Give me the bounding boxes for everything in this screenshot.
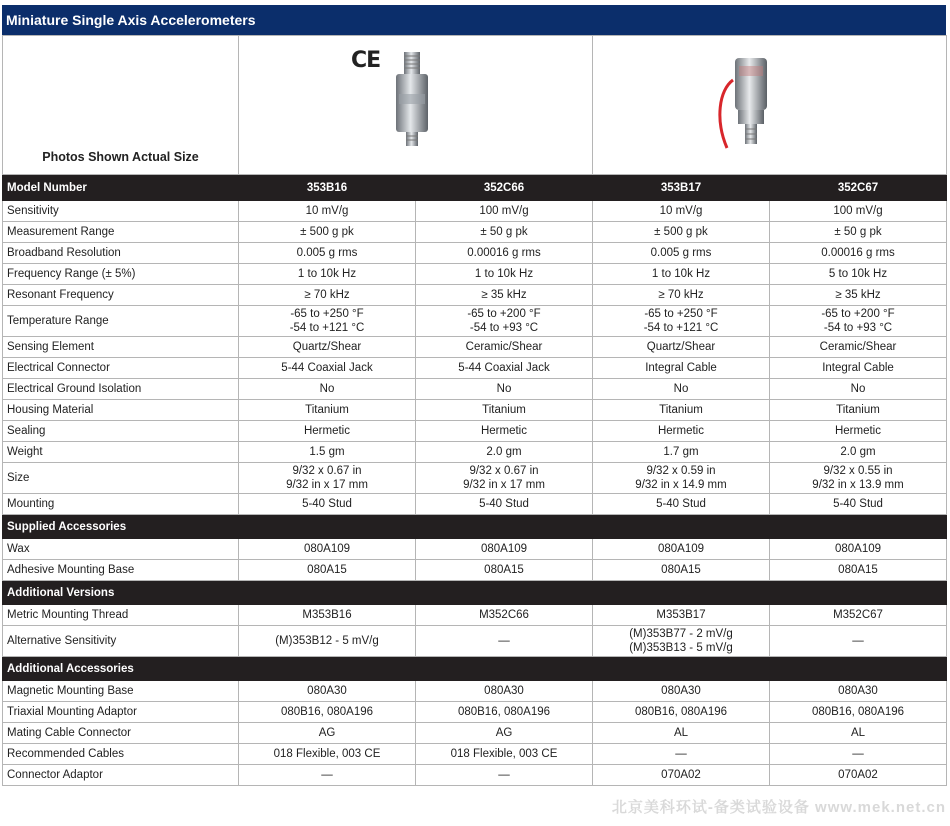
spec-value: No [593,379,770,400]
spec-value: 0.005 g rms [593,243,770,264]
spec-value [770,306,947,337]
spec-value: 10 mV/g [593,201,770,222]
spec-value: 070A02 [770,765,947,786]
spec-row-recommended-cables [3,744,947,765]
spec-value: Titanium [593,400,770,421]
spec-value-line: 9/32 x 0.59 in [646,465,716,477]
spec-value: Quartz/Shear [593,337,770,358]
spec-value-line: (M)353B12 - 5 mV/g [275,635,379,647]
spec-row-metric-mounting-thread [3,605,947,626]
spec-value [593,626,770,657]
spec-value: ≥ 35 kHz [416,285,593,306]
spec-value [416,306,593,337]
spec-value-line: 9/32 x 0.67 in [469,465,539,477]
spec-value: 080A15 [770,560,947,581]
spec-value-line: -54 to +121 °C [289,322,365,334]
spec-value: Quartz/Shear [239,337,416,358]
spec-row-triaxial-mounting-adaptor [3,702,947,723]
spec-value: 5-40 Stud [770,494,947,515]
spec-value: 080B16, 080A196 [416,702,593,723]
spec-value: AG [416,723,593,744]
photo-cell-353b17 [593,36,947,175]
spec-row-magnetic-mounting-base [3,681,947,702]
spec-row-electrical-ground-isolation [3,379,947,400]
spec-label: Frequency Range (± 5%) [3,264,239,285]
spec-value: 0.005 g rms [239,243,416,264]
spec-value [770,463,947,494]
spec-value: 1.7 gm [593,442,770,463]
spec-label: Adhesive Mounting Base [3,560,239,581]
spec-value: Titanium [239,400,416,421]
spec-value: 5-40 Stud [593,494,770,515]
spec-value: Ceramic/Shear [770,337,947,358]
sheet-title: Miniature Single Axis Accelerometers [2,5,946,35]
spec-value-line: 9/32 in x 14.9 mm [635,479,727,491]
spec-value: ≥ 35 kHz [770,285,947,306]
spec-value: 0.00016 g rms [416,243,593,264]
spec-value: 080B16, 080A196 [593,702,770,723]
spec-label: Electrical Ground Isolation [3,379,239,400]
spec-value-line: -54 to +93 °C [469,322,539,334]
spec-value: ≥ 70 kHz [593,285,770,306]
spec-value [239,463,416,494]
spec-value: 10 mV/g [239,201,416,222]
spec-value: M352C67 [770,605,947,626]
spec-value [593,463,770,494]
spec-value-line: -65 to +250 °F [290,308,364,320]
spec-value: Hermetic [239,421,416,442]
spec-value: 080B16, 080A196 [239,702,416,723]
spec-label: Magnetic Mounting Base [3,681,239,702]
spec-value [416,463,593,494]
spec-value: 080A15 [416,560,593,581]
spec-label: Metric Mounting Thread [3,605,239,626]
spec-value-line: (M)353B77 - 2 mV/g [629,628,733,640]
spec-value: 080A109 [593,539,770,560]
spec-value-line: 9/32 x 0.55 in [823,465,893,477]
spec-value-line: 9/32 in x 17 mm [286,479,368,491]
spec-value: Integral Cable [770,358,947,379]
spec-label: Triaxial Mounting Adaptor [3,702,239,723]
spec-value: Titanium [770,400,947,421]
spec-value [416,626,593,657]
watermark: 北京美科环试-备类试验设备 www.mek.net.cn [611,799,946,816]
model-353b17: 353B17 [593,175,770,201]
spec-value-line: -65 to +250 °F [644,308,718,320]
spec-row-wax [3,539,947,560]
spec-value: ± 50 g pk [416,222,593,243]
spec-value: 2.0 gm [770,442,947,463]
spec-value: 080A15 [239,560,416,581]
spec-value: No [239,379,416,400]
section-header-additional-accessories [3,657,947,681]
spec-row-measurement-range [3,222,947,243]
spec-value: — [239,765,416,786]
spec-label: Recommended Cables [3,744,239,765]
spec-value: 080A30 [593,681,770,702]
spec-label: Sensitivity [3,201,239,222]
spec-label: Temperature Range [3,306,239,337]
spec-label: Weight [3,442,239,463]
spec-row-adhesive-mounting-base [3,560,947,581]
spec-value: 018 Flexible, 003 CE [416,744,593,765]
spec-value: 5-44 Coaxial Jack [416,358,593,379]
spec-value: 1.5 gm [239,442,416,463]
spec-label: Wax [3,539,239,560]
spec-value: 1 to 10k Hz [593,264,770,285]
spec-value-line: -65 to +200 °F [821,308,895,320]
spec-value: ≥ 70 kHz [239,285,416,306]
spec-row-connector-adaptor [3,765,947,786]
spec-value: 5-40 Stud [239,494,416,515]
spec-label: Mounting [3,494,239,515]
spec-value: 080A109 [770,539,947,560]
spec-sheet [2,5,946,817]
spec-label: Housing Material [3,400,239,421]
spec-value: M353B16 [239,605,416,626]
model-353b16: 353B16 [239,175,416,201]
spec-value: Hermetic [416,421,593,442]
spec-value: 100 mV/g [770,201,947,222]
spec-value: 5 to 10k Hz [770,264,947,285]
spec-value: AL [593,723,770,744]
spec-value: ± 500 g pk [593,222,770,243]
spec-value-line: -54 to +93 °C [823,322,893,334]
spec-row-mating-cable-connector [3,723,947,744]
spec-value: M353B17 [593,605,770,626]
section-header-additional-versions [3,581,947,605]
spec-value: — [416,765,593,786]
spec-value: 080B16, 080A196 [770,702,947,723]
spec-row-resonant-frequency [3,285,947,306]
spec-value: Ceramic/Shear [416,337,593,358]
model-352c66: 352C66 [416,175,593,201]
spec-row-sensitivity [3,201,947,222]
spec-value: 2.0 gm [416,442,593,463]
spec-value: 080A30 [416,681,593,702]
spec-value: 080A30 [239,681,416,702]
spec-value: No [770,379,947,400]
spec-label: Mating Cable Connector [3,723,239,744]
spec-value: 5-44 Coaxial Jack [239,358,416,379]
spec-value: Integral Cable [593,358,770,379]
spec-label: Broadband Resolution [3,243,239,264]
spec-row-alternative-sensitivity [3,626,947,657]
spec-value: 0.00016 g rms [770,243,947,264]
section-title: Supplied Accessories [3,515,947,539]
spec-value: 1 to 10k Hz [239,264,416,285]
accelerometer-353b16-image [387,48,437,153]
model-352c67: 352C67 [770,175,947,201]
spec-value: Hermetic [593,421,770,442]
section-title: Additional Accessories [3,657,947,681]
spec-value: 080A30 [770,681,947,702]
spec-value: 070A02 [593,765,770,786]
spec-label: Sensing Element [3,337,239,358]
accelerometer-353b17-image [713,50,783,155]
spec-value: AL [770,723,947,744]
spec-label: Alternative Sensitivity [3,626,239,657]
spec-row-mounting [3,494,947,515]
spec-value-line: -65 to +200 °F [467,308,541,320]
spec-value: 1 to 10k Hz [416,264,593,285]
photo-row [3,36,947,175]
spec-value [593,306,770,337]
spec-row-broadband-resolution [3,243,947,264]
spec-value: Hermetic [770,421,947,442]
spec-row-electrical-connector [3,358,947,379]
photos-label: Photos Shown Actual Size [3,36,239,175]
spec-value: 080A109 [416,539,593,560]
spec-row-frequency-range-5 [3,264,947,285]
spec-value-line: 9/32 in x 17 mm [463,479,545,491]
spec-value: — [770,744,947,765]
spec-value: M352C66 [416,605,593,626]
spec-value-line: — [852,635,864,647]
spec-row-weight [3,442,947,463]
ce-mark: CE [351,48,381,73]
spec-value: ± 50 g pk [770,222,947,243]
spec-value: 018 Flexible, 003 CE [239,744,416,765]
spec-value: 100 mV/g [416,201,593,222]
spec-value: No [416,379,593,400]
spec-label: Sealing [3,421,239,442]
spec-value: Titanium [416,400,593,421]
spec-label: Electrical Connector [3,358,239,379]
model-number-label: Model Number [3,175,239,201]
spec-value-line: — [498,635,510,647]
spec-value-line: (M)353B13 - 5 mV/g [629,642,733,654]
spec-row-sealing [3,421,947,442]
spec-value-line: 9/32 in x 13.9 mm [812,479,904,491]
section-header-supplied-accessories [3,515,947,539]
section-title: Additional Versions [3,581,947,605]
spec-value: ± 500 g pk [239,222,416,243]
spec-value: 080A15 [593,560,770,581]
spec-value: 5-40 Stud [416,494,593,515]
spec-row-sensing-element [3,337,947,358]
spec-value-line: 9/32 x 0.67 in [292,465,362,477]
spec-value: 080A109 [239,539,416,560]
model-header-row [3,175,947,201]
spec-table [2,35,947,786]
spec-label: Resonant Frequency [3,285,239,306]
spec-row-size [3,463,947,494]
spec-value-line: -54 to +121 °C [643,322,719,334]
spec-row-temperature-range [3,306,947,337]
spec-value [770,626,947,657]
spec-value [239,626,416,657]
spec-label: Connector Adaptor [3,765,239,786]
photo-cell-353b16 [239,36,593,175]
spec-label: Measurement Range [3,222,239,243]
spec-value: — [593,744,770,765]
spec-value: AG [239,723,416,744]
spec-row-housing-material [3,400,947,421]
spec-label: Size [3,463,239,494]
spec-value [239,306,416,337]
